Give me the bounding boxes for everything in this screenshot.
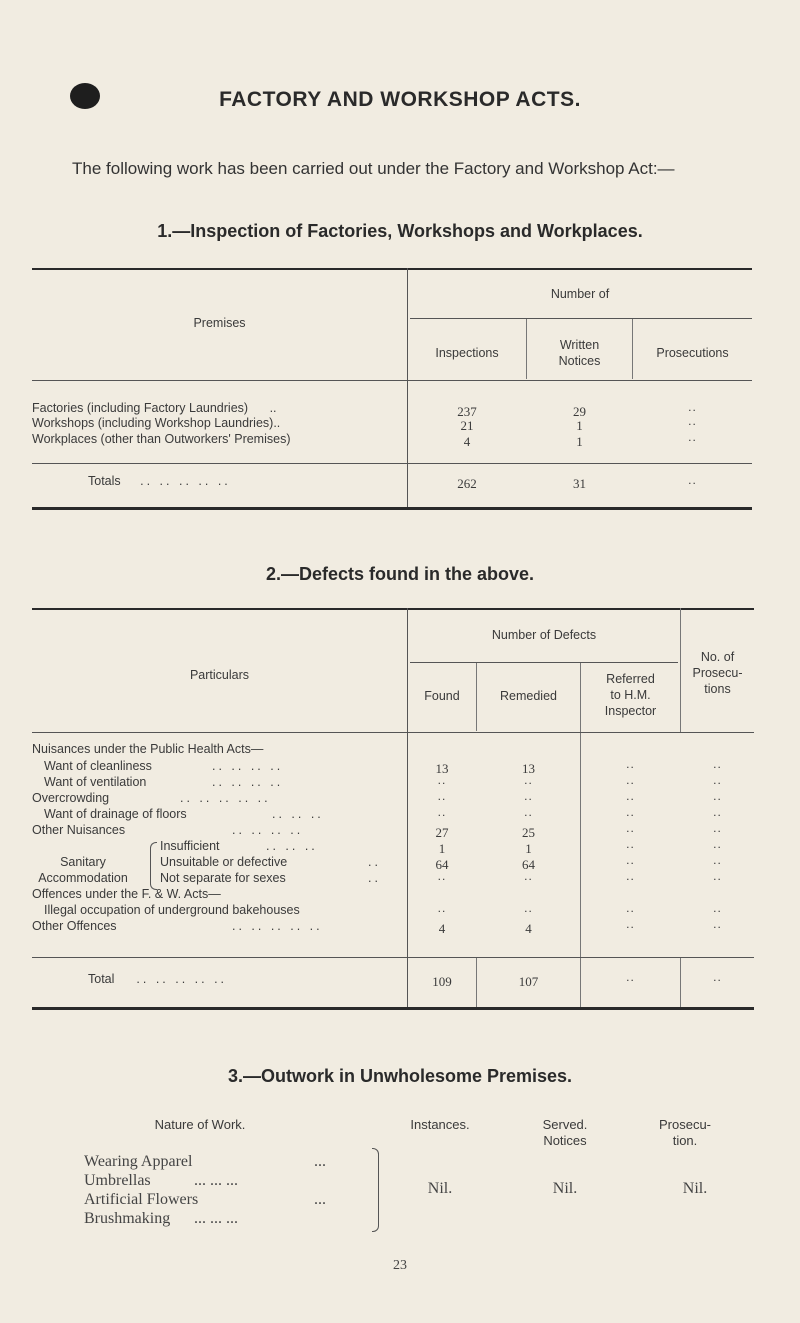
col-served-notices: Served. (542, 1117, 588, 1132)
served-notices-value: Nil. (552, 1180, 578, 1197)
page-number: 23 (393, 1258, 407, 1273)
col-referred: Referred (606, 672, 655, 686)
list-item: Artificial Flowers ... (84, 1191, 326, 1208)
col-particulars: Particulars (189, 668, 250, 682)
sanitary-label: Sanitary (60, 855, 106, 869)
col-number-of-defects: Number of Defects (491, 628, 597, 642)
list-item: Wearing Apparel ... (84, 1153, 326, 1170)
col-inspections: Inspections (435, 346, 499, 360)
col-notices: Notices (558, 354, 601, 368)
col-number-of: Number of (550, 287, 610, 301)
col-remedied: Remedied (500, 689, 557, 703)
brace (150, 842, 157, 890)
offences-heading: Offences under the F. & W. Acts— (32, 887, 221, 901)
section3-heading: 3.—Outwork in Unwholesome Premises. (227, 1066, 573, 1086)
page-title: FACTORY AND WORKSHOP ACTS. (219, 88, 581, 111)
list-item: Umbrellas ... ... ... (84, 1172, 238, 1189)
section2-heading: 2.—Defects found in the above. (265, 564, 535, 584)
brace (372, 1148, 379, 1232)
col-found: Found (424, 689, 460, 703)
col-instances: Instances. (410, 1117, 470, 1132)
list-item: Brushmaking ... ... ... (84, 1210, 238, 1227)
intro-text: The following work has been carried out under the Factory and Workshop Act:— (72, 159, 675, 178)
section1-heading: 1.—Inspection of Factories, Workshops and Workplaces. (157, 221, 643, 241)
col-nature-of-work: Nature of Work. (154, 1117, 246, 1132)
col-prosecution: Prosecu- (658, 1117, 712, 1132)
instances-value: Nil. (427, 1180, 453, 1197)
col-prosecutions: Prosecutions (656, 346, 729, 360)
nuisances-heading: Nuisances under the Public Health Acts— (32, 742, 264, 756)
col-written: Written (559, 338, 600, 352)
col-no-of-prosecutions: No. of (700, 650, 735, 664)
col-premises: Premises (193, 316, 246, 330)
prosecution-value: Nil. (682, 1180, 708, 1197)
